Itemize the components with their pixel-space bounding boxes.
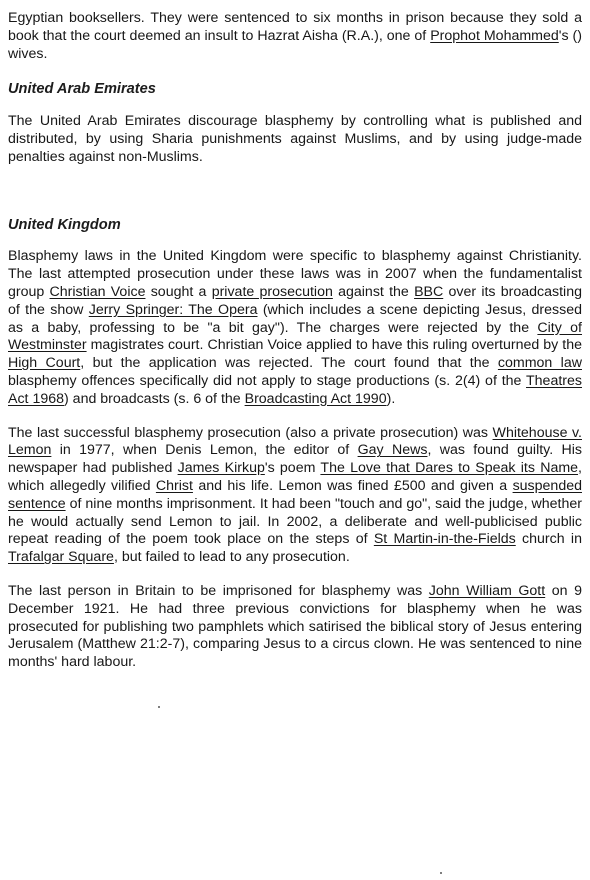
uk-paragraph-2 (8, 425, 582, 567)
text-run: against the (332, 283, 415, 300)
text-run: Egyptian booksellers. They were sentenced to six months in prison because they sold a book that the court deemed an insult to Hazrat Aisha (R.A.), one of (8, 10, 582, 44)
text-run: in 1977, when Denis Lemon, the editor of (51, 442, 358, 459)
uae-paragraph (8, 113, 582, 166)
hyperlink[interactable]: common law (497, 355, 582, 372)
text-run: on 9 December 1921. He had three previous convictions for blasphemy when he was prosecuted for publishing two pamphlets which satirised the biblical story of Jesus entering Jerusalem (Matthew 21:2-7), comparing Jesus to a circus clown. He was sentenced to nine months' hard labour. (8, 582, 582, 671)
text-run: The United Arab Emirates discourage blasphemy by controlling what is published and distributed, by using Sharia punishments against Muslims, and by using judge-made penalties against non-Muslims. (8, 113, 582, 165)
uk-paragraph-1 (8, 248, 582, 408)
hyperlink[interactable]: Jerry Springer: The Opera (88, 301, 258, 318)
text-run: magistrates court. Christian Voice applied to have this ruling overturned by the (86, 337, 582, 354)
text-run: of nine months imprisonment. It had been "touch and go", said the judge, whether he would actually send Lemon to jail. In 2002, a deliberate and well-publicised public repeat reading of the poem took place on the steps of (8, 495, 582, 548)
hyperlink[interactable]: John William Gott (428, 582, 546, 599)
intro-paragraph (8, 10, 582, 63)
text-run: blasphemy offences specifically did not apply to stage productions (s. 2(4) of the (8, 372, 526, 389)
hyperlink[interactable]: suspended sentence (8, 477, 582, 512)
hyperlink[interactable]: Broadcasting Act 1990 (244, 390, 387, 407)
hyperlink[interactable]: Christian Voice (49, 283, 146, 300)
text-run: over its broadcasting of the show (8, 283, 582, 318)
uae-heading: United Arab Emirates (8, 81, 156, 98)
hyperlink[interactable]: Christ (155, 477, 193, 494)
text-run: , but failed to lead to any prosecution. (113, 549, 350, 566)
text-run: The last successful blasphemy prosecution (also a private prosecution) was (8, 424, 493, 441)
text-run: , which allegedly vilified (8, 460, 582, 494)
text-run: sought a (145, 283, 212, 300)
hyperlink[interactable]: City of Westminster (8, 319, 582, 354)
text-run: 's poem (264, 460, 321, 477)
text-run: Blasphemy laws in the United Kingdom were specific to blasphemy against Christianity. The last attempted prosecution under these laws was in 2007 when the fundamentalist group (8, 248, 582, 300)
hyperlink[interactable]: Trafalgar Square (8, 549, 114, 566)
hyperlink[interactable]: Prophot Mohammed (430, 27, 559, 44)
hyperlink[interactable]: private prosecution (211, 283, 333, 300)
text-run: , was found guilty. His newspaper had published (8, 442, 582, 477)
uk-paragraph-3 (8, 583, 582, 672)
document-page (8, 10, 582, 672)
text-run: , but the application was rejected. The court found that the (80, 355, 498, 372)
text-run: 's () wives. (8, 27, 582, 62)
scan-speck (440, 872, 442, 874)
hyperlink[interactable]: The Love that Dares to Speak its Name (320, 460, 579, 477)
hyperlink[interactable]: Gay News (357, 442, 428, 459)
hyperlink[interactable]: BBC (414, 283, 444, 300)
hyperlink[interactable]: Whitehouse v. Lemon (8, 424, 582, 459)
hyperlink[interactable]: St Martin-in-the-Fields (373, 531, 516, 548)
text-run: ) and broadcasts (s. 6 of the (64, 390, 245, 407)
hyperlink[interactable]: Theatres Act 1968 (8, 372, 582, 407)
hyperlink[interactable]: High Court (8, 355, 81, 372)
text-run: (which includes a scene depicting Jesus, dressed as a baby, professing to be "a bit gay"). The charges were rejected by the (8, 301, 582, 336)
scan-speck (158, 706, 160, 708)
text-run: The last person in Britain to be imprisoned for blasphemy was (8, 582, 429, 599)
uk-heading: United Kingdom (8, 216, 121, 233)
text-run: and his life. Lemon was fined £500 and given a (192, 477, 513, 494)
hyperlink[interactable]: James Kirkup (177, 460, 265, 477)
text-run: ). (386, 390, 396, 407)
text-run: church in (515, 531, 582, 548)
